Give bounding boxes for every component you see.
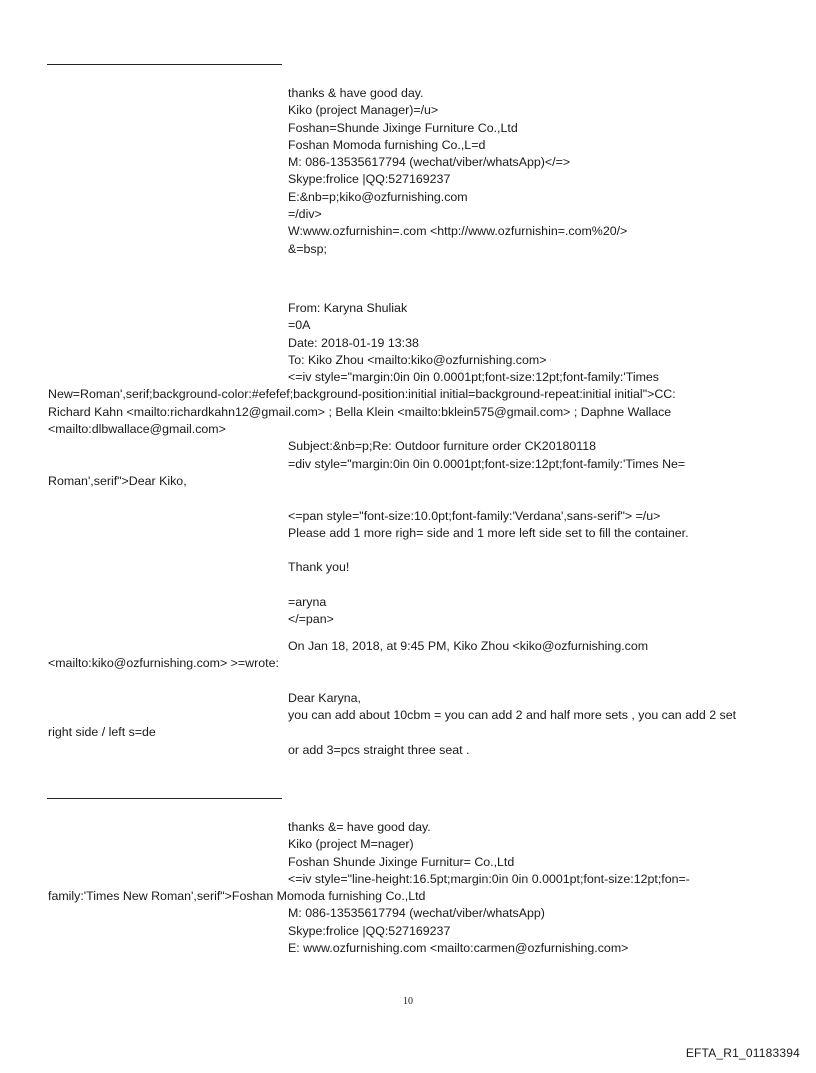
message-line: you can add about 10cbm = you can add 2 and half more sets , you can add 2 set xyxy=(288,708,737,723)
sig-line: M: 086-13535617794 (wechat/viber/whatsApp) xyxy=(288,906,545,921)
signature-block xyxy=(0,85,816,258)
page-number: 10 xyxy=(403,996,413,1007)
div-line: =div style="margin:0in 0in 0.0001pt;font-size:12pt;font-family:'Times Ne= xyxy=(288,456,686,471)
sig-line: M: 086-13535617794 (wechat/viber/whatsApp)</=> xyxy=(288,155,571,170)
sig-line: Kiko (project Manager)=/u> xyxy=(288,103,439,118)
to-line: To: Kiko Zhou <mailto:kiko@ozfurnishing.com> xyxy=(288,352,547,367)
sig-line: Skype:frolice |QQ:527169237 xyxy=(288,923,451,938)
subject-line: Subject:&nb=p;Re: Outdoor furniture order CK20180118 xyxy=(288,439,597,454)
sig-line: Foshan Momoda furnishing Co.,L=d xyxy=(288,137,486,152)
sig-line: Foshan Shunde Jixinge Furnitur= Co.,Ltd xyxy=(288,854,515,869)
div-line-wrap: Roman',serif">Dear Kiko, xyxy=(48,473,187,488)
sig-line: Skype:frolice |QQ:527169237 xyxy=(288,172,451,187)
span-open-line: <=pan style="font-size:10.0pt;font-family:'Verdana',sans-serif"> =/u> xyxy=(288,508,661,523)
sig-line-wrap: family:'Times New Roman',serif">Foshan Momoda furnishing Co.,Ltd xyxy=(48,889,426,904)
cc-line: Richard Kahn <mailto:richardkahn12@gmail.com> ; Bella Klein <mailto:bklein575@gmail.com> ; Daphne Wallace xyxy=(48,404,672,419)
sig-line: thanks & have good day. xyxy=(288,86,424,100)
style-line-wrap: New=Roman',serif;background-color:#efefef;background-position:initial initial=background-repeat:initial initial">CC: xyxy=(48,387,676,402)
sig-line: Foshan=Shunde Jixinge Furniture Co.,Ltd xyxy=(288,120,518,135)
signature-divider xyxy=(47,798,282,799)
sig-line: E:&nb=p;kiko@ozfurnishing.com xyxy=(288,189,468,204)
signature-block xyxy=(0,819,816,957)
greeting-line: Dear Karyna, xyxy=(288,690,362,705)
sig-line: thanks &= have good day. xyxy=(288,820,431,834)
request-line: Please add 1 more righ= side and 1 more left side set to fill the container. xyxy=(288,525,689,540)
sig-line: &=bsp; xyxy=(288,241,327,256)
sig-line: Kiko (project M=nager) xyxy=(288,837,414,852)
bates-number: EFTA_R1_01183394 xyxy=(685,1046,800,1060)
name-line: =aryna xyxy=(288,595,327,610)
quoted-message xyxy=(0,638,816,759)
sig-line: E: www.ozfurnishing.com <mailto:carmen@ozfurnishing.com> xyxy=(288,941,629,956)
style-line: <=iv style="margin:0in 0in 0.0001pt;font-size:12pt;font-family:'Times xyxy=(288,370,659,385)
quote-header-wrap: <mailto:kiko@ozfurnishing.com> >=wrote: xyxy=(48,656,279,671)
encoding-line: =0A xyxy=(288,318,311,333)
date-line: Date: 2018-01-19 13:38 xyxy=(288,335,419,350)
sig-line: <=iv style="line-height:16.5pt;margin:0in 0in 0.0001pt;font-size:12pt;fon=- xyxy=(288,871,690,886)
from-line: From: Karyna Shuliak xyxy=(288,301,408,315)
span-close-line: </=pan> xyxy=(288,612,334,627)
sig-line: =/div> xyxy=(288,207,322,222)
thanks-line: Thank you! xyxy=(288,560,350,575)
message-line: or add 3=pcs straight three seat . xyxy=(288,742,470,757)
message-line-wrap: right side / left s=de xyxy=(48,725,156,740)
signature-divider xyxy=(47,64,282,65)
sig-line: W:www.ozfurnishin=.com <http://www.ozfurnishin=.com%20/> xyxy=(288,224,628,239)
email-header xyxy=(0,300,816,629)
quote-header: On Jan 18, 2018, at 9:45 PM, Kiko Zhou <kiko@ozfurnishing.com xyxy=(288,639,649,653)
cc-line-wrap: <mailto:dlbwallace@gmail.com> xyxy=(48,422,226,437)
